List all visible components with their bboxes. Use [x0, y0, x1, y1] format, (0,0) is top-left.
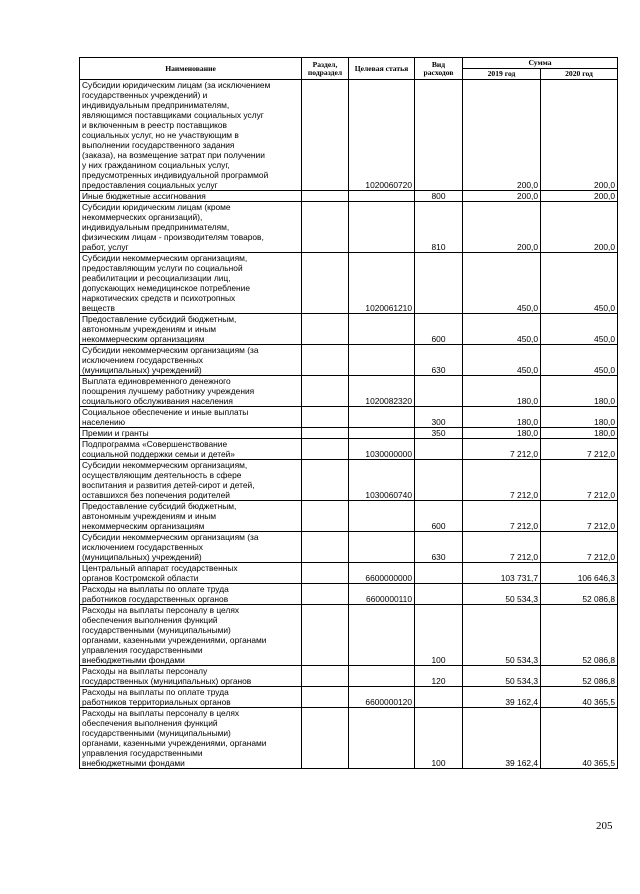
row-name-line: Подпрограмма «Совершенствование — [82, 439, 228, 449]
row-sum-2020: 7 212,0 — [541, 439, 618, 460]
row-expense-kind: 800 — [415, 191, 463, 202]
row-name-line: оставшихся без попечения родителей — [82, 490, 230, 500]
row-sum-2019: 450,0 — [463, 314, 541, 345]
row-expense-kind: 810 — [415, 202, 463, 253]
row-name-line: Расходы на выплаты по оплате труда — [82, 584, 229, 594]
row-sum-2019: 200,0 — [463, 80, 541, 191]
table-row — [80, 460, 618, 501]
row-section — [302, 376, 349, 407]
row-name — [80, 563, 302, 584]
row-name-line: Премии и гранты — [82, 428, 149, 438]
row-expense-kind: 300 — [415, 407, 463, 428]
row-target-article — [349, 191, 415, 202]
row-sum-2020: 106 646,3 — [541, 563, 618, 584]
row-sum-2020: 180,0 — [541, 428, 618, 439]
row-name-line: Субсидии некоммерческим организациям, — [82, 460, 248, 470]
row-name-line: государственных учреждений) и — [82, 90, 208, 100]
row-sum-2020: 200,0 — [541, 191, 618, 202]
row-name-line: работ, услуг — [82, 242, 129, 252]
row-name-line: государственными (муниципальными) — [82, 625, 231, 635]
row-name-line: обеспечения выполнения функций — [82, 718, 218, 728]
row-name — [80, 708, 302, 769]
table-row — [80, 345, 618, 376]
row-name — [80, 532, 302, 563]
row-section — [302, 407, 349, 428]
row-sum-2019: 180,0 — [463, 407, 541, 428]
row-name-line: Субсидии некоммерческим организациям (за — [82, 532, 259, 542]
row-target-article — [349, 202, 415, 253]
row-target-article — [349, 605, 415, 666]
row-sum-2020: 7 212,0 — [541, 532, 618, 563]
table-header — [80, 58, 618, 80]
row-sum-2020: 450,0 — [541, 253, 618, 314]
row-target-article — [349, 345, 415, 376]
row-name-line: выполнении государственного задания — [82, 140, 235, 150]
row-name-line: органами, казенными учреждениями, органами — [82, 738, 267, 748]
row-name-line: (муниципальных) учреждений) — [82, 552, 202, 562]
row-name-line: поощрения лучшему работнику учреждения — [82, 386, 255, 396]
row-sum-2020: 450,0 — [541, 345, 618, 376]
row-sum-2019: 200,0 — [463, 191, 541, 202]
row-sum-2019: 200,0 — [463, 202, 541, 253]
row-name-line: предусмотренных индивидуальной программой — [82, 170, 269, 180]
header-section: Раздел, подраздел — [302, 58, 349, 80]
table-body — [80, 80, 618, 769]
row-name-line: Центральный аппарат государственных — [82, 563, 238, 573]
row-name-line: государственных (муниципальных) органов — [82, 676, 252, 686]
row-name — [80, 687, 302, 708]
row-section — [302, 605, 349, 666]
row-section — [302, 532, 349, 563]
row-name — [80, 407, 302, 428]
row-name — [80, 584, 302, 605]
row-sum-2019: 39 162,4 — [463, 687, 541, 708]
row-name-line: автономным учреждениям и иным — [82, 324, 217, 334]
row-target-article — [349, 708, 415, 769]
row-sum-2019: 450,0 — [463, 345, 541, 376]
table-row — [80, 407, 618, 428]
row-sum-2019: 50 534,3 — [463, 666, 541, 687]
row-expense-kind: 630 — [415, 345, 463, 376]
table-row — [80, 532, 618, 563]
row-name-line: внебюджетными фондами — [82, 758, 185, 768]
row-expense-kind: 100 — [415, 708, 463, 769]
row-sum-2019: 50 534,3 — [463, 584, 541, 605]
row-name-line: некоммерческим организациям — [82, 334, 205, 344]
row-target-article: 6600000120 — [349, 687, 415, 708]
row-name-line: Субсидии некоммерческим организациям (за — [82, 345, 259, 355]
row-sum-2020: 200,0 — [541, 80, 618, 191]
row-name-line: реабилитации и ресоциализации лиц, — [82, 273, 231, 283]
row-sum-2020: 52 086,8 — [541, 666, 618, 687]
row-target-article: 6600000000 — [349, 563, 415, 584]
row-name — [80, 376, 302, 407]
row-section — [302, 345, 349, 376]
row-sum-2019: 450,0 — [463, 253, 541, 314]
header-sum: Сумма — [463, 58, 618, 69]
row-name-line: физическим лицам - производителям товаров, — [82, 232, 264, 242]
row-name-line: допускающих немедицинское потребление — [82, 283, 250, 293]
row-sum-2019: 39 162,4 — [463, 708, 541, 769]
row-name-line: Выплата единовременного денежного — [82, 376, 231, 386]
row-name-line: обеспечения выполнения функций — [82, 615, 218, 625]
row-name-line: индивидуальным предпринимателям, — [82, 222, 230, 232]
row-target-article — [349, 532, 415, 563]
table-row — [80, 584, 618, 605]
row-section — [302, 708, 349, 769]
header-kind: Вид расходов — [415, 58, 463, 80]
row-name-line: управления государственными — [82, 748, 203, 758]
row-sum-2020: 52 086,8 — [541, 605, 618, 666]
row-sum-2019: 180,0 — [463, 428, 541, 439]
row-section — [302, 191, 349, 202]
page-number: 205 — [596, 820, 613, 832]
budget-table — [79, 57, 618, 769]
row-section — [302, 501, 349, 532]
row-section — [302, 563, 349, 584]
row-section — [302, 666, 349, 687]
row-expense-kind — [415, 376, 463, 407]
row-sum-2020: 180,0 — [541, 407, 618, 428]
row-name-line: социальных услуг, но не участвующим в — [82, 130, 239, 140]
header-year-2020: 2020 год — [541, 69, 618, 80]
table-row — [80, 202, 618, 253]
row-name-line: органов Костромской области — [82, 573, 199, 583]
row-target-article: 6600000110 — [349, 584, 415, 605]
row-expense-kind — [415, 563, 463, 584]
row-name-line: автономным учреждениям и иным — [82, 511, 217, 521]
row-target-article: 1020082320 — [349, 376, 415, 407]
row-section — [302, 687, 349, 708]
row-name — [80, 202, 302, 253]
table-row — [80, 708, 618, 769]
table-row — [80, 605, 618, 666]
row-section — [302, 202, 349, 253]
row-sum-2019: 103 731,7 — [463, 563, 541, 584]
row-target-article: 1030060740 — [349, 460, 415, 501]
row-name — [80, 501, 302, 532]
table-row — [80, 428, 618, 439]
row-section — [302, 584, 349, 605]
row-sum-2019: 7 212,0 — [463, 532, 541, 563]
row-sum-2020: 200,0 — [541, 202, 618, 253]
row-name — [80, 253, 302, 314]
row-sum-2019: 7 212,0 — [463, 501, 541, 532]
row-name — [80, 314, 302, 345]
table-row — [80, 314, 618, 345]
row-expense-kind: 600 — [415, 314, 463, 345]
row-name-line: предоставляющим услуги по социальной — [82, 263, 243, 273]
row-name-line: веществ — [82, 303, 115, 313]
row-name — [80, 666, 302, 687]
row-expense-kind: 600 — [415, 501, 463, 532]
row-target-article — [349, 666, 415, 687]
row-name-line: Расходы на выплаты по оплате труда — [82, 687, 229, 697]
row-expense-kind — [415, 584, 463, 605]
row-section — [302, 80, 349, 191]
row-name-line: воспитания и развития детей-сирот и детей, — [82, 480, 255, 490]
row-name-line: Расходы на выплаты персоналу — [82, 666, 208, 676]
row-expense-kind — [415, 460, 463, 501]
row-sum-2019: 180,0 — [463, 376, 541, 407]
row-sum-2020: 40 365,5 — [541, 708, 618, 769]
row-sum-2019: 7 212,0 — [463, 460, 541, 501]
row-expense-kind: 350 — [415, 428, 463, 439]
row-name-line: у них гражданином социальных услуг, — [82, 160, 230, 170]
row-sum-2020: 7 212,0 — [541, 501, 618, 532]
row-name — [80, 191, 302, 202]
row-name-line: работников территориальных органов — [82, 697, 231, 707]
row-section — [302, 460, 349, 501]
row-name-line: некоммерческим организациям — [82, 521, 205, 531]
row-name-line: (заказа), на возмещение затрат при получении — [82, 150, 265, 160]
row-sum-2020: 52 086,8 — [541, 584, 618, 605]
row-name-line: предоставления социальных услуг — [82, 180, 218, 190]
row-expense-kind: 100 — [415, 605, 463, 666]
row-section — [302, 314, 349, 345]
row-target-article: 1020060720 — [349, 80, 415, 191]
row-name — [80, 439, 302, 460]
table-row — [80, 253, 618, 314]
row-name — [80, 80, 302, 191]
row-name-line: индивидуальным предпринимателям, — [82, 100, 230, 110]
row-name-line: Субсидии некоммерческим организациям, — [82, 253, 248, 263]
row-expense-kind — [415, 253, 463, 314]
row-target-article — [349, 314, 415, 345]
row-expense-kind — [415, 80, 463, 191]
row-name-line: некоммерческих организаций), — [82, 212, 203, 222]
row-target-article — [349, 407, 415, 428]
row-name-line: (муниципальных) учреждений) — [82, 365, 202, 375]
row-name-line: Предоставление субсидий бюджетным, — [82, 501, 237, 511]
row-name-line: Субсидии юридическим лицам (за исключением — [82, 80, 271, 90]
row-expense-kind — [415, 687, 463, 708]
row-section — [302, 428, 349, 439]
row-name-line: Расходы на выплаты персоналу в целях — [82, 605, 240, 615]
header-target: Целевая статья — [349, 58, 415, 80]
row-name-line: являющимся поставщиками социальных услуг — [82, 110, 264, 120]
row-name-line: осуществляющим деятельность в сфере — [82, 470, 242, 480]
row-name — [80, 428, 302, 439]
row-sum-2020: 450,0 — [541, 314, 618, 345]
row-name — [80, 605, 302, 666]
row-expense-kind: 630 — [415, 532, 463, 563]
header-name: Наименование — [80, 58, 302, 80]
row-name-line: управления государственными — [82, 645, 203, 655]
table-row — [80, 501, 618, 532]
row-name-line: внебюджетными фондами — [82, 655, 185, 665]
row-target-article — [349, 501, 415, 532]
row-name-line: исключением государственных — [82, 542, 203, 552]
row-name-line: органами, казенными учреждениями, органами — [82, 635, 267, 645]
table-row — [80, 439, 618, 460]
table-row — [80, 191, 618, 202]
row-name-line: Субсидии юридическим лицам (кроме — [82, 202, 231, 212]
row-name-line: населению — [82, 417, 125, 427]
table-row — [80, 376, 618, 407]
row-sum-2020: 7 212,0 — [541, 460, 618, 501]
row-name-line: наркотических средств и психотропных — [82, 293, 236, 303]
header-year-2019: 2019 год — [463, 69, 541, 80]
row-section — [302, 253, 349, 314]
row-name-line: Иные бюджетные ассигнования — [82, 191, 206, 201]
row-sum-2019: 7 212,0 — [463, 439, 541, 460]
row-name-line: социального обслуживания населения — [82, 396, 233, 406]
row-expense-kind: 120 — [415, 666, 463, 687]
row-expense-kind — [415, 439, 463, 460]
table-row — [80, 563, 618, 584]
row-name-line: Социальное обеспечение и иные выплаты — [82, 407, 249, 417]
row-name-line: исключением государственных — [82, 355, 203, 365]
row-name-line: Расходы на выплаты персоналу в целях — [82, 708, 240, 718]
row-target-article: 1020061210 — [349, 253, 415, 314]
row-name — [80, 460, 302, 501]
table-row — [80, 80, 618, 191]
row-target-article — [349, 428, 415, 439]
row-sum-2020: 40 365,5 — [541, 687, 618, 708]
row-name-line: Предоставление субсидий бюджетным, — [82, 314, 237, 324]
row-sum-2019: 50 534,3 — [463, 605, 541, 666]
row-name-line: социальной поддержки семьи и детей» — [82, 449, 235, 459]
row-target-article: 1030000000 — [349, 439, 415, 460]
table-row — [80, 687, 618, 708]
row-section — [302, 439, 349, 460]
row-name-line: работников государственных органов — [82, 594, 229, 604]
row-name — [80, 345, 302, 376]
row-sum-2020: 180,0 — [541, 376, 618, 407]
table-row — [80, 666, 618, 687]
row-name-line: государственными (муниципальными) — [82, 728, 231, 738]
row-name-line: и включенным в реестр поставщиков — [82, 120, 227, 130]
